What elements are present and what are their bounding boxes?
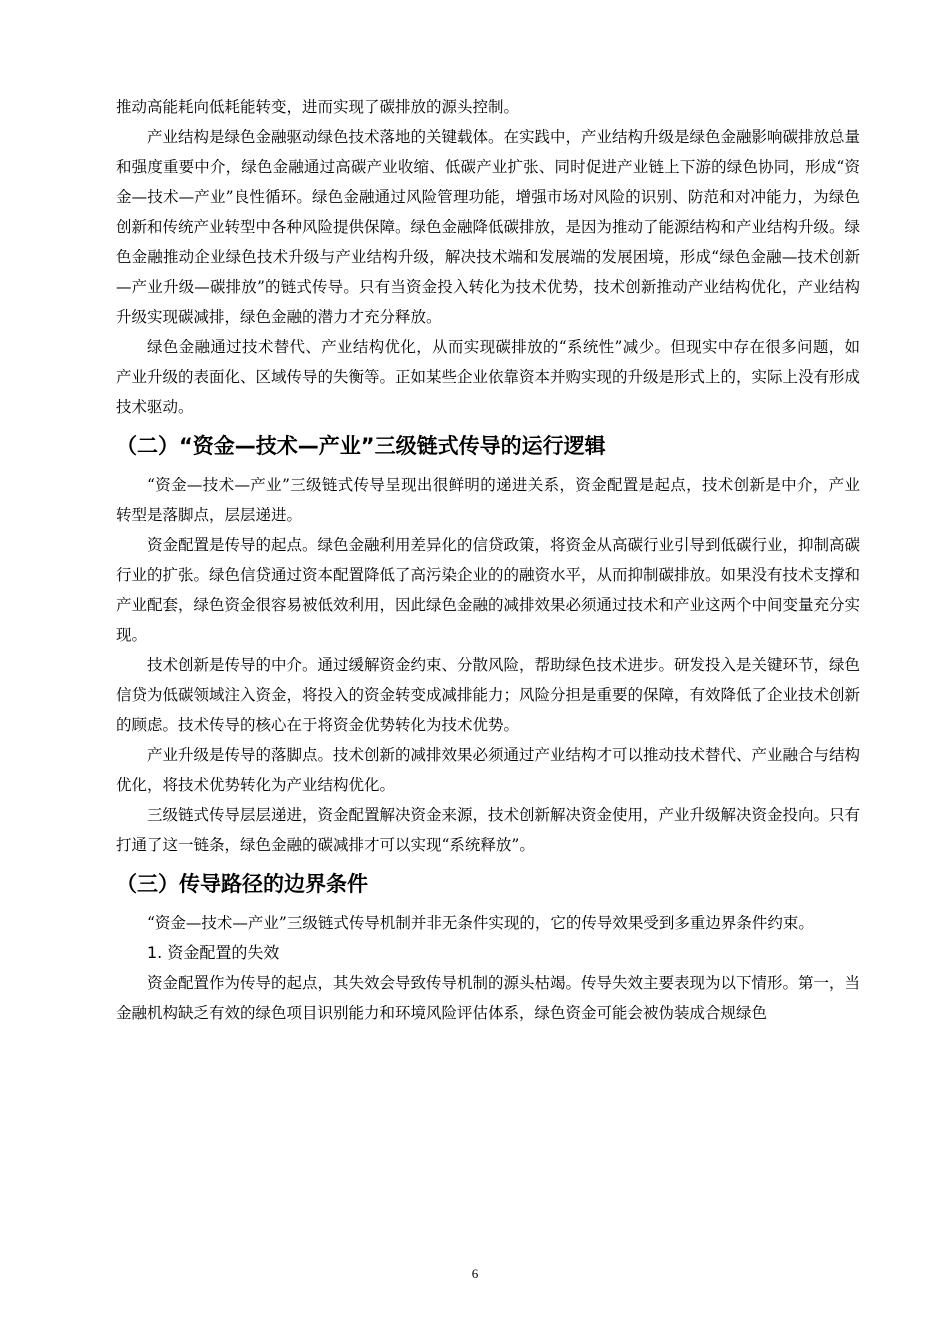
paragraph: 技术创新是传导的中介。通过缓解资金约束、分散风险，帮助绿色技术进步。研发投入是关键环节，绿色信贷为低碳领域注入资金，将投入的资金转变成减排能力；风险分担是重要的保障，有效降低了企业技术创新的顾虑。技术传导的核心在于将资金优势转化为技术优势。 xyxy=(116,656,861,734)
paragraph: 绿色金融通过技术替代、产业结构优化，从而实现碳排放的“系统性”减少。但现实中存在很多问题，如产业升级的表面化、区域传导的失衡等。正如某些企业依靠资本并购实现的升级是形式上的，实际上没有形成技术驱动。 xyxy=(116,338,861,416)
subsection-heading: 1. 资金配置的失效 xyxy=(147,943,280,962)
section-heading-3: （三）传导路径的边界条件 xyxy=(116,872,368,896)
paragraph: 资金配置作为传导的起点，其失效会导致传导机制的源头枯竭。传导失效主要表现为以下情形。第一，当金融机构缺乏有效的绿色项目识别能力和环境风险评估体系，绿色资金可能会被伪装成合规绿色 xyxy=(116,974,861,1022)
page-body xyxy=(116,92,860,1028)
paragraph: 资金配置是传导的起点。绿色金融利用差异化的信贷政策，将资金从高碳行业引导到低碳行业，抑制高碳行业的扩张。绿色信贷通过资本配置降低了高污染企业的的融资水平，从而抑制碳排放。如果没有技术支撑和产业配套，绿色资金很容易被低效利用，因此绿色金融的减排效果必须通过技术和产业这两个中间变量充分实现。 xyxy=(116,536,861,644)
section-heading-2: （二）“资金—技术—产业”三级链式传导的运行逻辑 xyxy=(116,434,606,458)
paragraph: “资金—技术—产业”三级链式传导机制并非无条件实现的，它的传导效果受到多重边界条件约束。 xyxy=(147,914,814,932)
paragraph-continuation: 推动高能耗向低耗能转变，进而实现了碳排放的源头控制。 xyxy=(116,98,520,116)
page-number: 6 xyxy=(471,1266,479,1281)
paragraph: 三级链式传导层层递进，资金配置解决资金来源，技术创新解决资金使用，产业升级解决资金投向。只有打通了这一链条，绿色金融的碳减排才可以实现“系统释放”。 xyxy=(116,806,861,854)
paragraph: “资金—技术—产业”三级链式传导呈现出很鲜明的递进关系，资金配置是起点，技术创新是中介，产业转型是落脚点，层层递进。 xyxy=(116,476,860,524)
paragraph: 产业结构是绿色金融驱动绿色技术落地的关键载体。在实践中，产业结构升级是绿色金融影响碳排放总量和强度重要中介，绿色金融通过高碳产业收缩、低碳产业扩张、同时促进产业链上下游的绿色协同，形成“资金—技术—产业”良性循环。绿色金融通过风险管理功能，增强市场对风险的识别、防范和对冲能力，为绿色创新和传统产业转型中各种风险提供保障。绿色金融降低碳排放，是因为推动了能源结构和产业结构升级。绿色金融推动企业绿色技术升级与产业结构升级，解决技术端和发展端的发展困境，形成“绿色金融—技术创新—产业升级—碳排放”的链式传导。只有当资金投入转化为技术优势，技术创新推动产业结构优化，产业结构升级实现碳减排，绿色金融的潜力才充分释放。 xyxy=(116,128,861,326)
paragraph: 产业升级是传导的落脚点。技术创新的减排效果必须通过产业结构才可以推动技术替代、产业融合与结构优化，将技术优势转化为产业结构优化。 xyxy=(116,746,861,794)
